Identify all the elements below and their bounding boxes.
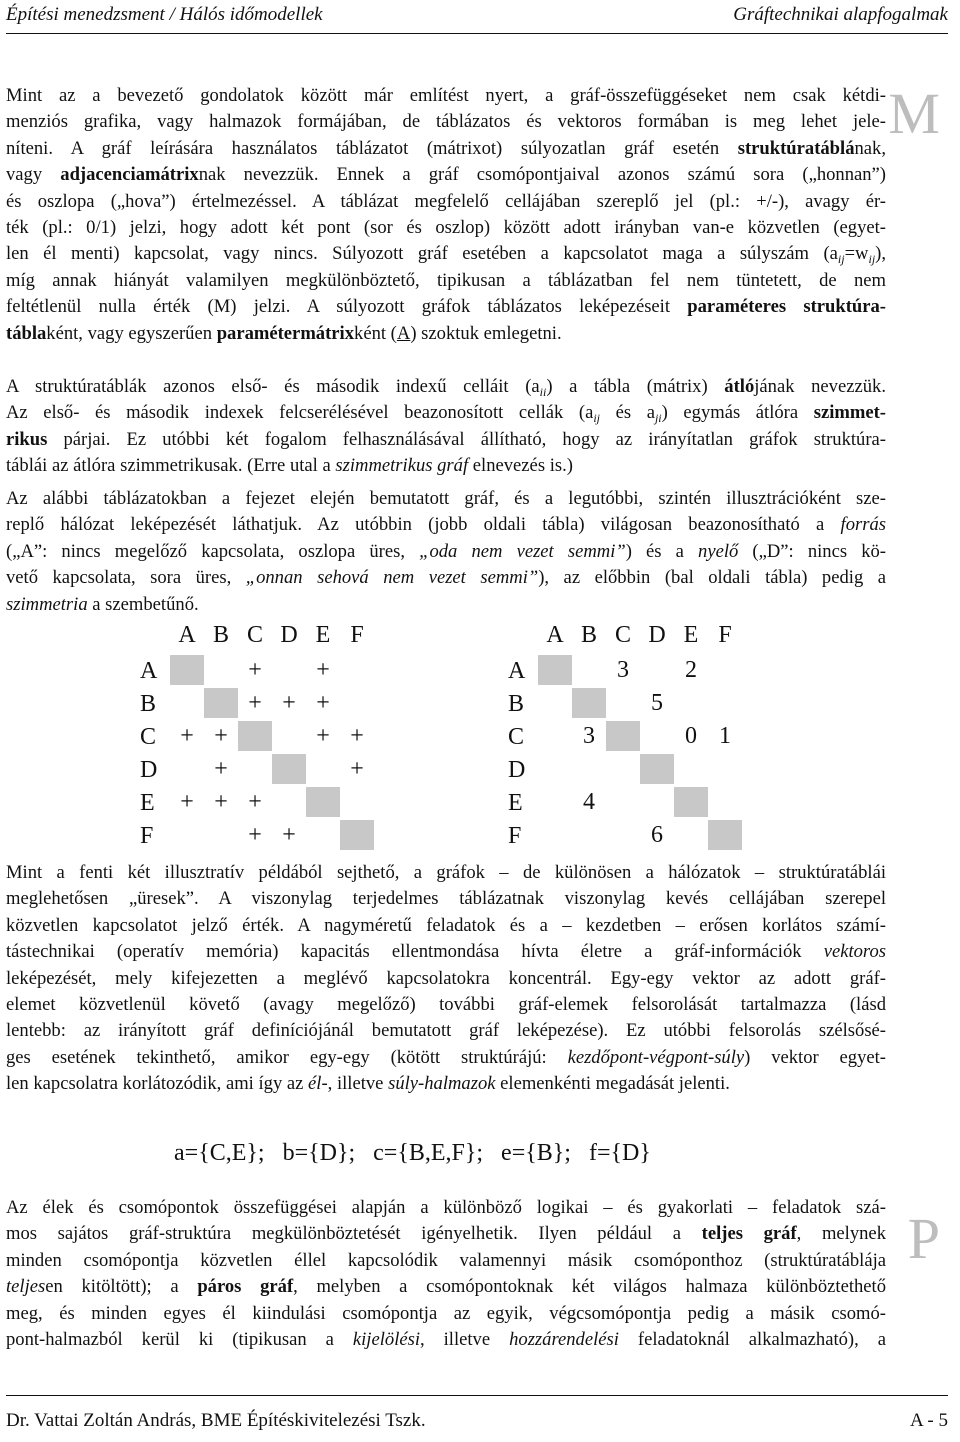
header-left: Építési menedzsment / Hálós időmodellek [6, 4, 323, 25]
row-header: C [140, 724, 157, 750]
diagonal-cell [606, 721, 640, 751]
table-cell: 3 [583, 723, 595, 749]
table-cell [708, 688, 742, 718]
row-header: C [508, 724, 525, 750]
column-header: E [683, 622, 699, 648]
table-cell: 1 [719, 723, 731, 749]
diagonal-cell [572, 688, 606, 718]
diagonal-cell [170, 655, 204, 685]
column-header: F [350, 622, 364, 648]
diagonal-cell [272, 754, 306, 784]
table-cell: + [248, 822, 262, 848]
table-cell [606, 820, 640, 850]
text-line: szimmetria a szembetűnő. [6, 593, 199, 615]
table-cell [538, 820, 572, 850]
text-line: vagy adjacenciamátrixnak nevezzük. Ennek a gráf csomópontjaival azonos számú sora („honnan”) [6, 164, 886, 186]
diagonal-cell [708, 820, 742, 850]
table-cell [170, 688, 204, 718]
column-header: B [580, 622, 597, 648]
footer-rule [6, 1395, 948, 1396]
text-line: teljesen kitöltött); a páros gráf, melyben a csomópontoknak két világos halmaza különböztethető [6, 1276, 886, 1298]
text-line: mos sajátos gráf-struktúra megkülönböztetését igényelhetik. Ilyen például a teljes gráf, melynek [6, 1223, 886, 1245]
paragraph-diagonal [6, 374, 886, 480]
row-header: A [508, 658, 526, 684]
text-line: Mint a fenti két illusztratív példából sejthető, a gráfok – de különösen a hálózatok – struktúratáblái [6, 862, 886, 883]
table-cell: 6 [651, 822, 663, 848]
table-cell: + [248, 690, 262, 716]
table-cell: + [214, 723, 228, 749]
table-cell: 3 [617, 657, 629, 683]
column-header: C [614, 622, 631, 648]
column-header: A [546, 622, 564, 648]
table-cell [204, 820, 238, 850]
table-cell [340, 787, 374, 817]
table-cell: 4 [583, 789, 595, 815]
table-cell: + [180, 789, 194, 815]
table-cell [170, 820, 204, 850]
table-cell: + [180, 723, 194, 749]
table-cell: 2 [685, 657, 697, 683]
table-cell [340, 688, 374, 718]
diagonal-cell [674, 787, 708, 817]
table-cell [606, 787, 640, 817]
table-cell: + [248, 657, 262, 683]
table-cell [272, 655, 306, 685]
table-cell: + [316, 657, 330, 683]
text-line: ges esetének tekinthető, amikor egy-egy (kötött struktúrájú: kezdőpont-végpont-súly) vektor egyet- [6, 1046, 886, 1068]
table-cell: + [316, 690, 330, 716]
column-header: C [246, 622, 263, 648]
column-header: F [718, 622, 732, 648]
table-cell [306, 754, 340, 784]
parameter-table-right [508, 622, 748, 852]
text-line: meg, és minden egyes él kiindulási csomópontja az egyik, végcsomópontja pedig a másik csomó- [6, 1302, 886, 1324]
diagonal-cell [538, 655, 572, 685]
row-header: D [140, 757, 158, 783]
margin-letter-m: M [888, 81, 940, 146]
table-cell: + [350, 756, 364, 782]
table-cell [572, 655, 606, 685]
table-cell [708, 754, 742, 784]
row-header: B [508, 691, 525, 717]
column-header: E [315, 622, 331, 648]
table-cell: + [316, 723, 330, 749]
table-cell [674, 820, 708, 850]
text-line: vető kapcsolata, sora üres, „onnan sehová nem vezet semmi”), az előbbin (bal oldali tábla) pedig a [6, 567, 886, 589]
text-line: ték (pl.: 0/1) jelzi, hogy adott két pont (sor és oszlop) között adott irányban van-e közvetlen (egyet- [6, 216, 886, 238]
table-cell: + [214, 756, 228, 782]
text-line: és oszlopa („hova”) értelmezéssel. A táblázat megfelelő cellájában szereplő jel (pl.: +/-), avagy ér- [6, 190, 886, 212]
table-cell [640, 655, 674, 685]
row-header: F [140, 823, 154, 849]
table-cell [538, 754, 572, 784]
table-cell [640, 787, 674, 817]
text-line: Az alábbi táblázatokban a fejezet elején bemutatott gráf, és a legutóbbi, szintén illusztrációként sze- [6, 488, 886, 509]
table-cell: + [282, 690, 296, 716]
text-line: replő hálózat leképezését láthatjuk. Az utóbbin (jobb oldali tábla) világosan beazonosítható a forrás [6, 514, 886, 536]
table-cell [340, 655, 374, 685]
text-line: len él menti) kapcsolat, vagy nincs. Súlyozott gráf esetében a kapcsolatot maga a súlyszám $(a_{ij}=w_{ij})$, [6, 243, 886, 267]
table-cell: 0 [685, 723, 697, 749]
table-cell [204, 655, 238, 685]
table-cell: + [282, 822, 296, 848]
row-header: D [508, 757, 526, 783]
text-line: táblaként, vagy egyszerűen paramétermátrixként (A) szoktuk emlegetni. [6, 322, 562, 344]
table-cell [306, 820, 340, 850]
row-header: E [140, 790, 155, 816]
margin-letter-p: P [907, 1206, 940, 1271]
column-header: A [178, 622, 196, 648]
text-line: minden csomópontja közvetlen éllel kapcsolódik valamennyi másik csomóponthoz (struktúratáblája [6, 1249, 886, 1271]
column-header: D [648, 622, 666, 648]
row-header: E [508, 790, 523, 816]
table-cell [572, 754, 606, 784]
text-line: feltétlenül nulla érték (M) jelzi. A súlyozott gráfok táblázatos leképezéseit paraméteres struktúra- [6, 296, 886, 318]
text-line: Az élek és csomópontok összefüggései alapján a különböző logikai – és gyakorlati – feladatok szá- [6, 1197, 886, 1218]
diagonal-cell [306, 787, 340, 817]
diagonal-cell [640, 754, 674, 784]
table-cell [708, 655, 742, 685]
vector-sets-formula: a={C,E}; b={D}; c={B,E,F}; e={B}; f={D} [174, 1140, 651, 1166]
table-cell [674, 688, 708, 718]
table-cell [640, 721, 674, 751]
diagonal-cell [204, 688, 238, 718]
header-rule [6, 33, 948, 34]
row-header: A [140, 658, 158, 684]
text-line: tástechnikai (operatív memória) kapacitás ellentmondása hívta életre a gráf-információk vektoros [6, 941, 886, 963]
text-line: táblái az átlóra szimmetrikusak. (Erre utal a szimmetrikus gráf elnevezés is.) [6, 455, 573, 477]
table-cell [272, 787, 306, 817]
table-cell [238, 754, 272, 784]
row-header: F [508, 823, 522, 849]
page-number: A - 5 [910, 1410, 948, 1431]
table-cell [708, 787, 742, 817]
table-cell [606, 754, 640, 784]
text-line: len kapcsolatra korlátozódik, ami így az él-, illetve súly-halmazok elemenkénti megadását jelenti. [6, 1073, 730, 1095]
table-cell [572, 820, 606, 850]
diagonal-cell [340, 820, 374, 850]
table-cell: + [214, 789, 228, 815]
table-cell [538, 787, 572, 817]
text-line: rikus párjai. Ez utóbbi két fogalom felhasználásával állítható, hogy az irányítatlan gráfok struktúra- [6, 428, 886, 450]
table-cell: + [248, 789, 262, 815]
table-cell [538, 688, 572, 718]
column-header: B [212, 622, 229, 648]
table-cell [272, 721, 306, 751]
footer-left: Dr. Vattai Zoltán András, BME Építéskivitelezési Tszk. [6, 1410, 426, 1431]
text-line: közvetlen kapcsolatot jelző érték. A nagyméretű feladatok és a – kezdetben – erősen korlátos számí- [6, 914, 886, 936]
text-line: pont-halmazból kerül ki (tipikusan a kijelölési, illetve hozzárendelési feladatoknál alkalmazható), a [6, 1328, 886, 1350]
table-cell: + [350, 723, 364, 749]
text-line: lentebb: az irányított gráf definíciójánál bemutatott gráf leképezése). Ez utóbbi felsorolás szélsősé- [6, 1020, 886, 1042]
table-cell [674, 754, 708, 784]
table-cell [170, 754, 204, 784]
paragraph-tables-intro [6, 486, 886, 618]
diagonal-cell [238, 721, 272, 751]
column-header: D [280, 622, 298, 648]
text-line: A struktúratáblák azonos első- és második indexű celláit $(a_{ii})$ a tábla (mátrix) átlójának nevezzük. [6, 376, 886, 399]
header-right: Gráftechnikai alapfogalmak [733, 4, 948, 25]
paragraph-vectors [6, 860, 886, 1098]
structure-table-left [140, 622, 380, 852]
text-line: míg annak hiányát valamilyen megkülönböztető, tipikusan a táblázatban fel nem tüntetett, de nem [6, 269, 886, 291]
text-line: níteni. A gráf leírására használatos táblázatot (mátrixot) súlyozatlan gráf esetén struktúratáblának, [6, 137, 886, 159]
table-cell [538, 721, 572, 751]
table-cell [606, 688, 640, 718]
row-header: B [140, 691, 157, 717]
text-line: meglehetősen „üresek”. A viszonylag terjedelmes táblázatnak viszonylag kevés cellájában szerepel [6, 888, 886, 910]
text-line: elemet közvetlenül követő (avagy megelőző) további gráf-elemek felsorolását tartalmazza (lásd [6, 993, 886, 1015]
text-line: Mint az a bevezető gondolatok között már említést nyert, a gráf-összefüggéseket nem csak kétdi- [6, 85, 886, 106]
text-line: Az első- és második indexek felcserélésével beazonosított cellák ($a_{ij}$ és $a_{ji}$) egymás átlóra szimmet- [6, 402, 886, 426]
paragraph-graph-types [6, 1195, 886, 1353]
text-line: („A”: nincs megelőző kapcsolata, oszlopa üres, „oda nem vezet semmi”) és a nyelő („D”: nincs kö- [6, 540, 886, 562]
table-cell: 5 [651, 690, 663, 716]
text-line: leképezését, mely kifejezetten a meglévő kapcsolatokra koncentrál. Egy-egy vektor az adott gráf- [6, 967, 886, 989]
paragraph-structure-table [6, 83, 886, 347]
text-line: menziós grafika, vagy halmazok formájában, de táblázatos és vektoros formában is meg lehet jele- [6, 111, 886, 133]
